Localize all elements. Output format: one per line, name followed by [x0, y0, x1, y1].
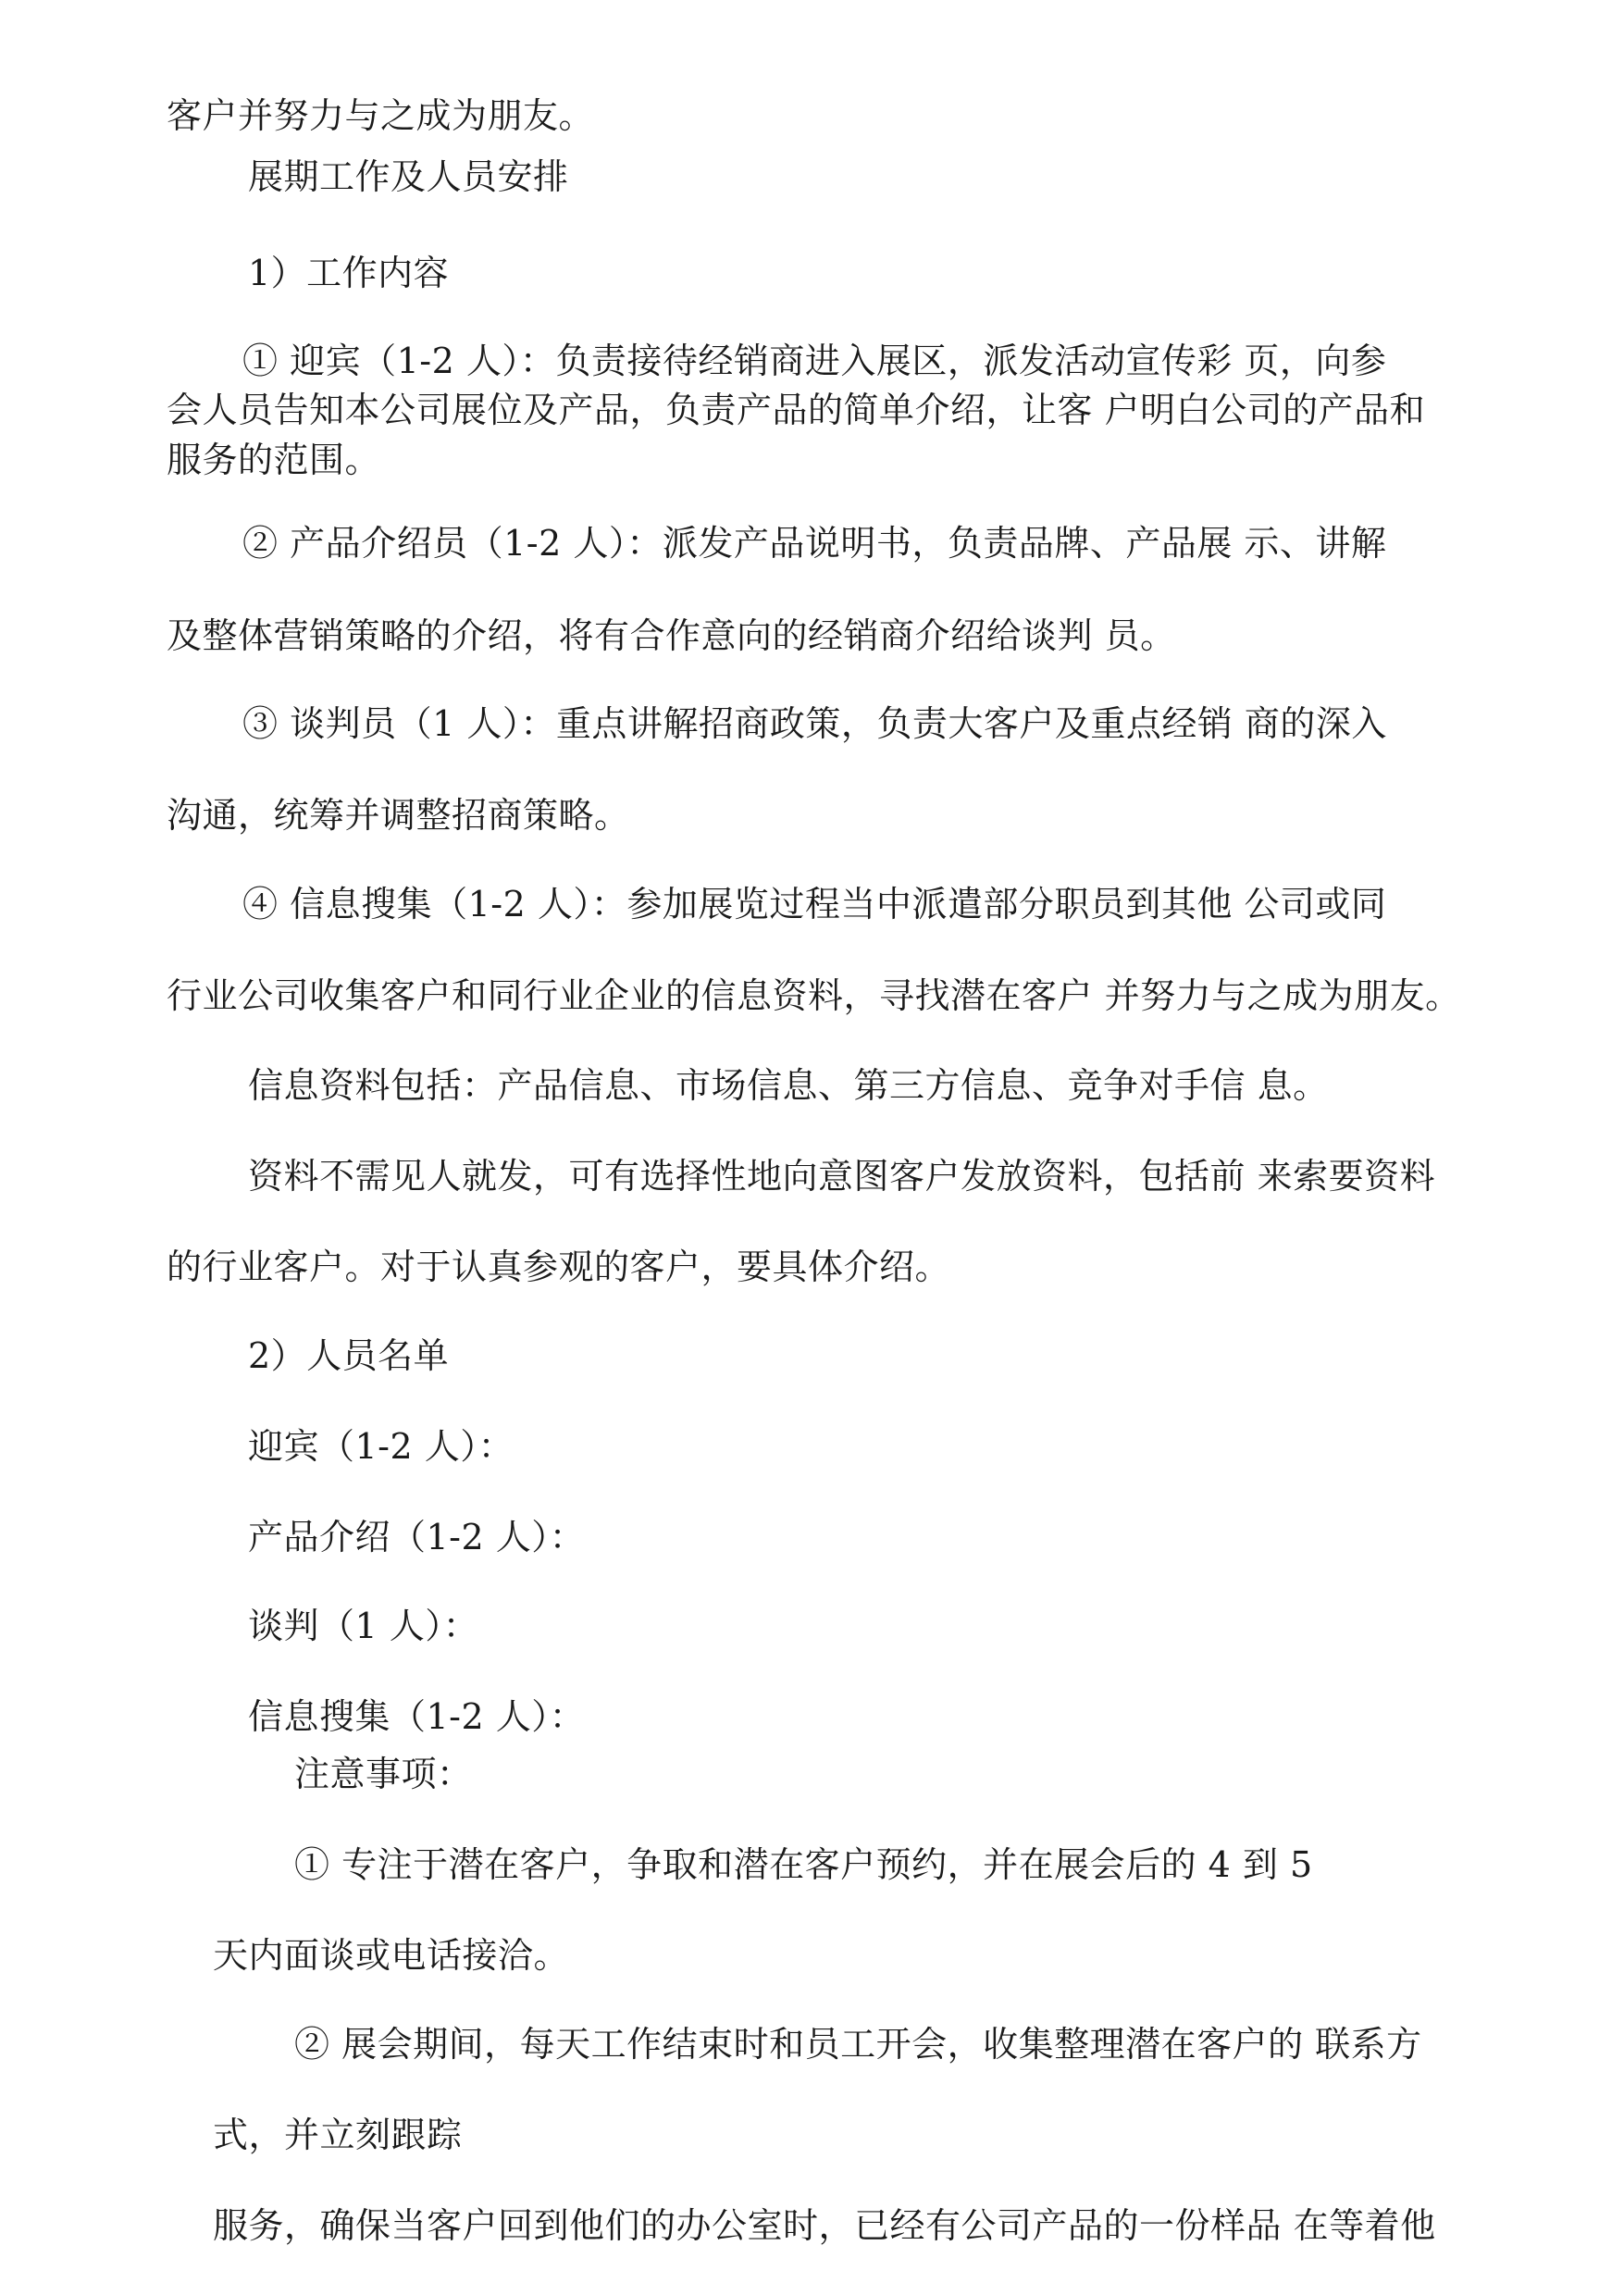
staff-list-item: 信息搜集（1-2 人）：	[248, 1696, 586, 1737]
staff-list-item: 产品介绍（1-2 人）：	[248, 1517, 586, 1557]
paragraph-line: 服务的范围。	[167, 440, 381, 480]
subsection-heading: 1）工作内容	[248, 253, 450, 293]
staff-list-item: 迎宾（1-2 人）：	[248, 1426, 514, 1467]
paragraph-line: 信息资料包括：产品信息、市场信息、第三方信息、竞争对手信 息。	[248, 1065, 1329, 1106]
paragraph-line: 式，并立刻跟踪	[213, 2115, 463, 2155]
paragraph-line: ① 专注于潜在客户，争取和潜在客户预约，并在展会后的 4 到 5	[294, 1844, 1313, 1885]
staff-list-item: 谈判（1 人）：	[248, 1606, 479, 1646]
paragraph-line: 会人员告知本公司展位及产品，负责产品的简单介绍，让客 户明白公司的产品和	[167, 390, 1426, 430]
paragraph-line: ② 展会期间，每天工作结束时和员工开会，收集整理潜在客户的 联系方	[294, 2024, 1422, 2065]
paragraph-line: ④ 信息搜集（1-2 人）：参加展览过程当中派遣部分职员到其他 公司或同	[242, 884, 1387, 924]
paragraph-line: 服务，确保当客户回到他们的办公室时，已经有公司产品的一份样品 在等着他	[213, 2205, 1436, 2246]
paragraph-line: 沟通，统筹并调整招商策略。	[167, 795, 630, 836]
paragraph-line: 客户并努力与之成为朋友。	[167, 95, 595, 136]
paragraph-line: 行业公司收集客户和同行业企业的信息资料，寻找潜在客户 并努力与之成为朋友。	[167, 975, 1461, 1016]
section-heading: 注意事项：	[294, 1754, 473, 1794]
paragraph-line: ② 产品介绍员（1-2 人）：派发产品说明书，负责品牌、产品展 示、讲解	[242, 523, 1387, 564]
subsection-heading: 2）人员名单	[248, 1335, 450, 1376]
section-heading: 展期工作及人员安排	[248, 156, 569, 197]
paragraph-line: 及整体营销策略的介绍，将有合作意向的经销商介绍给谈判 员。	[167, 615, 1176, 656]
paragraph-line: ① 迎宾（1-2 人）：负责接待经销商进入展区，派发活动宣传彩 页，向参	[242, 341, 1387, 381]
paragraph-line: 天内面谈或电话接洽。	[213, 1935, 570, 1976]
paragraph-line: ③ 谈判员（1 人）：重点讲解招商政策，负责大客户及重点经销 商的深入	[242, 703, 1387, 744]
paragraph-line: 资料不需见人就发，可有选择性地向意图客户发放资料，包括前 来索要资料	[248, 1156, 1436, 1197]
paragraph-line: 的行业客户。对于认真参观的客户，要具体介绍。	[167, 1247, 951, 1287]
